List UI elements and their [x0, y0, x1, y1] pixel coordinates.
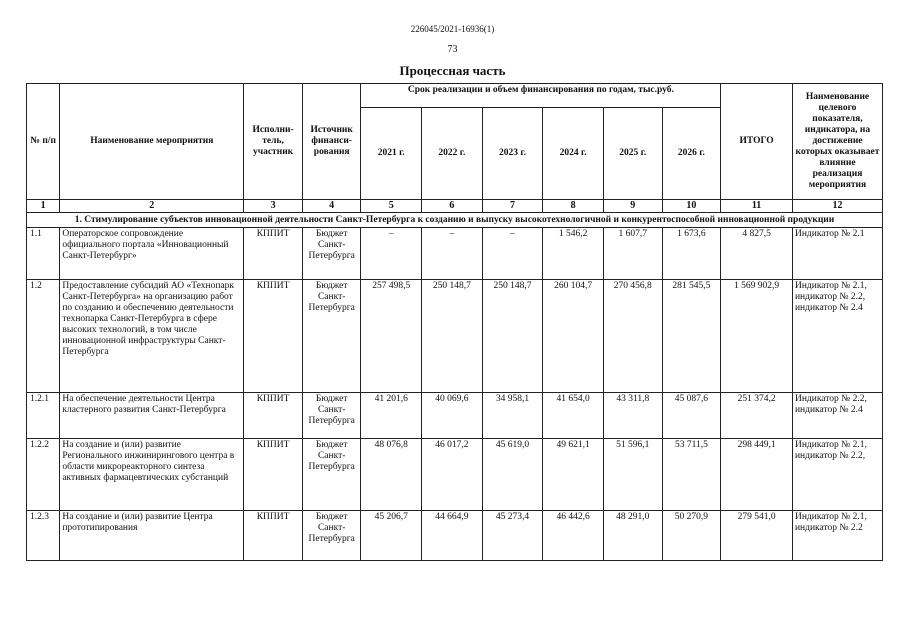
- year-amount-cell: 250 148,7: [422, 280, 483, 393]
- total-cell: 251 374,2: [721, 393, 793, 439]
- column-number: 9: [603, 200, 662, 213]
- total-cell: 298 449,1: [721, 439, 793, 511]
- year-amount-cell: 34 958,1: [482, 393, 543, 439]
- executor-cell: КППИТ: [244, 511, 303, 561]
- column-number: 6: [422, 200, 483, 213]
- col-header-year: 2023 г.: [482, 108, 543, 200]
- total-cell: 279 541,0: [721, 511, 793, 561]
- funding-source-cell: Бюджет Санкт-Петербурга: [302, 393, 361, 439]
- executor-cell: КППИТ: [244, 228, 303, 280]
- year-amount-cell: 45 619,0: [482, 439, 543, 511]
- table-row: [27, 439, 883, 511]
- section-title: 1. Стимулирование субъектов инновационной деятельности Санкт-Петербурга к созданию и выпуску высокотехнологичной и конкурентоспособной инновационной продукции: [27, 212, 883, 228]
- col-header-year: 2022 г.: [422, 108, 483, 200]
- indicator-cell: Индикатор № 2.1: [792, 228, 882, 280]
- col-header-name: Наименование мероприятия: [60, 84, 244, 200]
- row-index: 1.2.3: [27, 511, 60, 561]
- year-amount-cell: –: [422, 228, 483, 280]
- funding-source-cell: Бюджет Санкт-Петербурга: [302, 439, 361, 511]
- year-amount-cell: 48 291,0: [603, 511, 662, 561]
- table-row: [27, 511, 883, 561]
- col-header-funding: Срок реализации и объем финансирования по годам, тыс.руб.: [361, 84, 721, 108]
- col-header-source: Источник финанси-рования: [302, 84, 361, 200]
- year-amount-cell: –: [361, 228, 422, 280]
- col-header-year: 2024 г.: [543, 108, 604, 200]
- column-number: 10: [662, 200, 721, 213]
- indicator-cell: Индикатор № 2.1, индикатор № 2.2, индикатор № 2.4: [792, 280, 882, 393]
- year-amount-cell: 48 076,8: [361, 439, 422, 511]
- document-id: 226045/2021-16936(1): [410, 24, 495, 34]
- year-amount-cell: 50 270,9: [662, 511, 721, 561]
- funding-source-cell: Бюджет Санкт-Петербурга: [302, 228, 361, 280]
- total-cell: 4 827,5: [721, 228, 793, 280]
- col-header-indicator: Наименование целевого показателя, индикатора, на достижение которых оказывает влияние реализация мероприятия: [792, 84, 882, 200]
- col-header-number: № п/п: [27, 84, 60, 200]
- column-number: 5: [361, 200, 422, 213]
- activity-name: На создание и (или) развитие Регионального инжинирингового центра в области микрореакторного синтеза активных фармацевтических субстанций: [60, 439, 244, 511]
- year-amount-cell: 41 201,6: [361, 393, 422, 439]
- table-row: [27, 393, 883, 439]
- table-row: [27, 228, 883, 280]
- year-amount-cell: 270 456,8: [603, 280, 662, 393]
- row-index: 1.2.1: [27, 393, 60, 439]
- column-number: 12: [792, 200, 882, 213]
- column-number: 11: [721, 200, 793, 213]
- col-header-executor: Исполни-тель, участник: [244, 84, 303, 200]
- column-number: 7: [482, 200, 543, 213]
- year-amount-cell: 250 148,7: [482, 280, 543, 393]
- column-number: 2: [60, 200, 244, 213]
- year-amount-cell: 51 596,1: [603, 439, 662, 511]
- page-number: 73: [447, 44, 458, 55]
- year-amount-cell: 43 311,8: [603, 393, 662, 439]
- col-header-year: 2025 г.: [603, 108, 662, 200]
- year-amount-cell: 46 442,6: [543, 511, 604, 561]
- column-number: 3: [244, 200, 303, 213]
- year-amount-cell: –: [482, 228, 543, 280]
- year-amount-cell: 45 273,4: [482, 511, 543, 561]
- year-amount-cell: 45 206,7: [361, 511, 422, 561]
- row-index: 1.1: [27, 228, 60, 280]
- funding-source-cell: Бюджет Санкт-Петербурга: [302, 280, 361, 393]
- row-index: 1.2.2: [27, 439, 60, 511]
- activity-name: На обеспечение деятельности Центра кластерного развития Санкт-Петербурга: [60, 393, 244, 439]
- year-amount-cell: 45 087,6: [662, 393, 721, 439]
- col-header-year: 2026 г.: [662, 108, 721, 200]
- year-amount-cell: 41 654,0: [543, 393, 604, 439]
- total-cell: 1 569 902,9: [721, 280, 793, 393]
- activity-name: На создание и (или) развитие Центра прототипирования: [60, 511, 244, 561]
- year-amount-cell: 281 545,5: [662, 280, 721, 393]
- column-number-row: [27, 200, 883, 213]
- year-amount-cell: 1 607,7: [603, 228, 662, 280]
- column-number: 1: [27, 200, 60, 213]
- executor-cell: КППИТ: [244, 280, 303, 393]
- year-amount-cell: 40 069,6: [422, 393, 483, 439]
- funding-source-cell: Бюджет Санкт-Петербурга: [302, 511, 361, 561]
- year-amount-cell: 49 621,1: [543, 439, 604, 511]
- year-amount-cell: 1 673,6: [662, 228, 721, 280]
- indicator-cell: Индикатор № 2.1, индикатор № 2.2: [792, 511, 882, 561]
- row-index: 1.2: [27, 280, 60, 393]
- column-number: 4: [302, 200, 361, 213]
- year-amount-cell: 44 664,9: [422, 511, 483, 561]
- page-title: Процессная часть: [399, 63, 506, 78]
- table-row: [27, 280, 883, 393]
- year-amount-cell: 1 546,2: [543, 228, 604, 280]
- col-header-year: 2021 г.: [361, 108, 422, 200]
- year-amount-cell: 260 104,7: [543, 280, 604, 393]
- executor-cell: КППИТ: [244, 439, 303, 511]
- indicator-cell: Индикатор № 2.2, индикатор № 2.4: [792, 393, 882, 439]
- column-number: 8: [543, 200, 604, 213]
- executor-cell: КППИТ: [244, 393, 303, 439]
- year-amount-cell: 53 711,5: [662, 439, 721, 511]
- activity-name: Предоставление субсидий АО «Технопарк Санкт-Петербурга» на организацию работ по созданию и обеспечению деятельности технопарка Санкт-Петербурга в сфере высоких технологий, в том числе инновационной инфраструктуры Санкт-Петербурга: [60, 280, 244, 393]
- activity-name: Операторское сопровождение официального портала «Инновационный Санкт-Петербург»: [60, 228, 244, 280]
- year-amount-cell: 46 017,2: [422, 439, 483, 511]
- funding-table: [26, 83, 883, 561]
- section-row: [27, 212, 883, 228]
- year-amount-cell: 257 498,5: [361, 280, 422, 393]
- col-header-total: ИТОГО: [721, 84, 793, 200]
- indicator-cell: Индикатор № 2.1, индикатор № 2.2,: [792, 439, 882, 511]
